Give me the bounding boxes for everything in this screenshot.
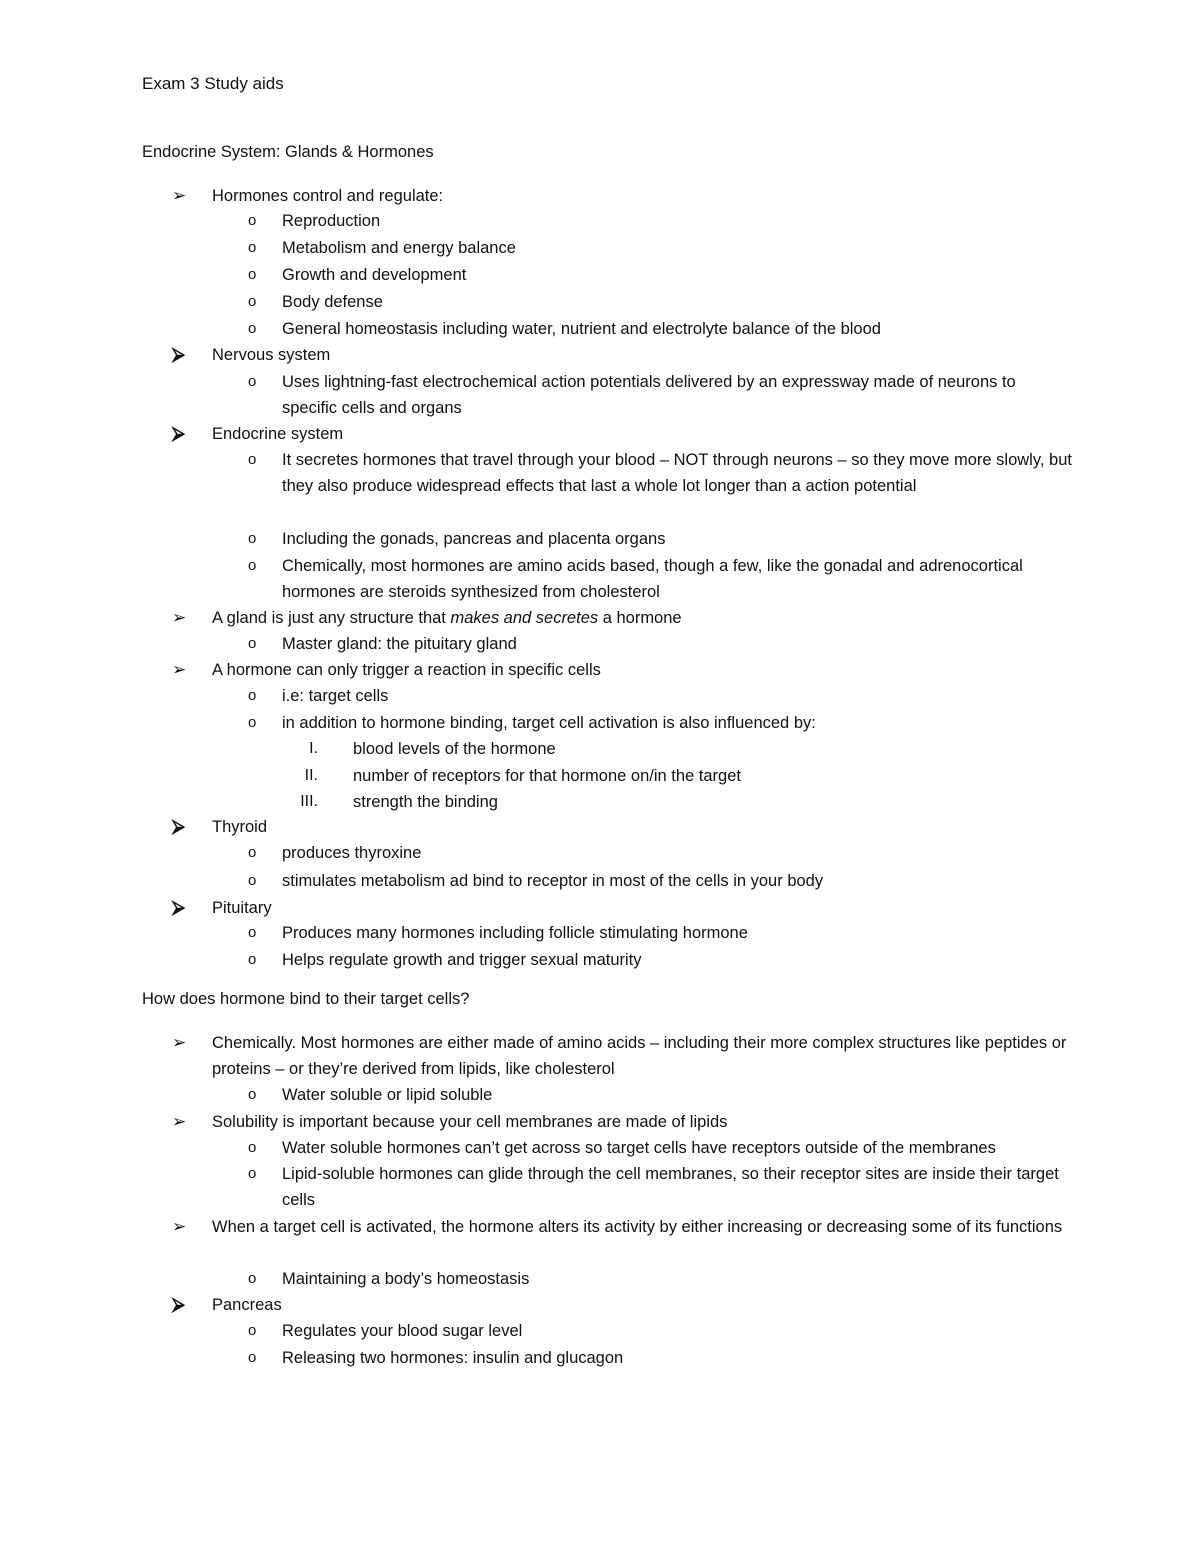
list-item: in addition to hormone binding, target cell activation is also influenced by: [282, 714, 816, 732]
circle-bullet-icon: o [248, 530, 257, 547]
arrow-bullet-icon: ⮚ [172, 897, 185, 918]
list-item: Helps regulate growth and trigger sexual maturity [282, 951, 642, 969]
roman-numeral-bullet: III. [300, 793, 318, 810]
circle-bullet-icon: o [248, 924, 257, 941]
list-item: stimulates metabolism ad bind to receptor in most of the cells in your body [282, 872, 824, 890]
circle-bullet-icon: o [248, 687, 257, 704]
gland-text-end: a hormone [598, 609, 682, 627]
list-item: number of receptors for that hormone on/in the target [353, 767, 741, 785]
list-item: Uses lightning-fast electrochemical action potentials delivered by an expressway made of neurons to specific cells and organs [282, 373, 1016, 417]
list-item: Water soluble hormones can’t get across so target cells have receptors outside of the membranes [282, 1139, 996, 1157]
list-item [212, 605, 1072, 631]
arrow-bullet-icon: ⮚ [172, 344, 185, 365]
roman-numeral-bullet: II. [304, 767, 318, 784]
circle-bullet-icon: o [248, 872, 257, 889]
list-item: Pituitary [212, 899, 272, 917]
circle-bullet-icon: o [248, 557, 257, 574]
list-item: Produces many hormones including follicle stimulating hormone [282, 924, 748, 942]
arrow-bullet-icon: ➢ [172, 1033, 187, 1053]
circle-bullet-icon: o [248, 844, 257, 861]
list-item: i.e: target cells [282, 687, 389, 705]
roman-numeral-bullet: I. [309, 740, 318, 757]
arrow-bullet-icon: ➢ [172, 1112, 187, 1132]
list-item: Maintaining a body’s homeostasis [282, 1270, 530, 1288]
circle-bullet-icon: o [248, 1349, 257, 1366]
gland-text-emphasis: makes and secretes [450, 609, 599, 627]
list-item: Metabolism and energy balance [282, 239, 516, 257]
arrow-bullet-icon: ⮚ [172, 816, 185, 837]
list-item: Endocrine system [212, 425, 344, 443]
list-item: Hormones control and regulate: [212, 187, 444, 205]
circle-bullet-icon: o [248, 320, 257, 337]
circle-bullet-icon: o [248, 1322, 257, 1339]
circle-bullet-icon: o [248, 1165, 257, 1182]
circle-bullet-icon: o [248, 373, 257, 390]
arrow-bullet-icon: ➢ [172, 186, 187, 206]
circle-bullet-icon: o [248, 293, 257, 310]
list-item: Reproduction [282, 212, 381, 230]
list-item: Pancreas [212, 1296, 282, 1314]
circle-bullet-icon: o [248, 1086, 257, 1103]
circle-bullet-icon: o [248, 635, 257, 652]
document-title: Exam 3 Study aids [142, 74, 284, 93]
list-item: Chemically. Most hormones are either made of amino acids – including their more complex structures like peptides or proteins – or they’re derived from lipids, like cholesterol [212, 1034, 1067, 1078]
list-item: Lipid-soluble hormones can glide through the cell membranes, so their receptor sites are inside their target cells [282, 1165, 1059, 1209]
section-heading-endocrine: Endocrine System: Glands & Hormones [142, 143, 434, 161]
circle-bullet-icon: o [248, 714, 257, 731]
list-item: Water soluble or lipid soluble [282, 1086, 493, 1104]
arrow-bullet-icon: ➢ [172, 1217, 187, 1237]
circle-bullet-icon: o [248, 951, 257, 968]
list-item: A hormone can only trigger a reaction in specific cells [212, 661, 601, 679]
list-item: Body defense [282, 293, 383, 311]
circle-bullet-icon: o [248, 212, 257, 229]
section-heading-binding: How does hormone bind to their target cells? [142, 990, 470, 1008]
list-item: Releasing two hormones: insulin and glucagon [282, 1349, 624, 1367]
list-item: Master gland: the pituitary gland [282, 635, 517, 653]
list-item: Growth and development [282, 266, 467, 284]
gland-text-start: A gland is just any structure that [212, 609, 451, 627]
list-item: Chemically, most hormones are amino acids based, though a few, like the gonadal and adrenocortical hormones are steroids synthesized from cholesterol [282, 557, 1023, 601]
list-item: When a target cell is activated, the hormone alters its activity by either increasing or decreasing some of its functions [212, 1218, 1063, 1236]
circle-bullet-icon: o [248, 1139, 257, 1156]
circle-bullet-icon: o [248, 1270, 257, 1287]
arrow-bullet-icon: ➢ [172, 608, 187, 628]
list-item: It secretes hormones that travel through your blood – NOT through neurons – so they move more slowly, but they also produce widespread effects that last a whole lot longer than a action potential [282, 451, 1072, 495]
arrow-bullet-icon: ➢ [172, 660, 187, 680]
list-item: Solubility is important because your cell membranes are made of lipids [212, 1113, 728, 1131]
list-item: Including the gonads, pancreas and placenta organs [282, 530, 666, 548]
list-item: blood levels of the hormone [353, 740, 556, 758]
list-item: General homeostasis including water, nutrient and electrolyte balance of the blood [282, 320, 881, 338]
list-item: produces thyroxine [282, 844, 422, 862]
list-item: Regulates your blood sugar level [282, 1322, 523, 1340]
list-item: Thyroid [212, 818, 268, 836]
list-item: Nervous system [212, 346, 331, 364]
circle-bullet-icon: o [248, 451, 257, 468]
arrow-bullet-icon: ⮚ [172, 423, 185, 444]
arrow-bullet-icon: ⮚ [172, 1294, 185, 1315]
list-item: strength the binding [353, 793, 498, 811]
circle-bullet-icon: o [248, 239, 257, 256]
circle-bullet-icon: o [248, 266, 257, 283]
